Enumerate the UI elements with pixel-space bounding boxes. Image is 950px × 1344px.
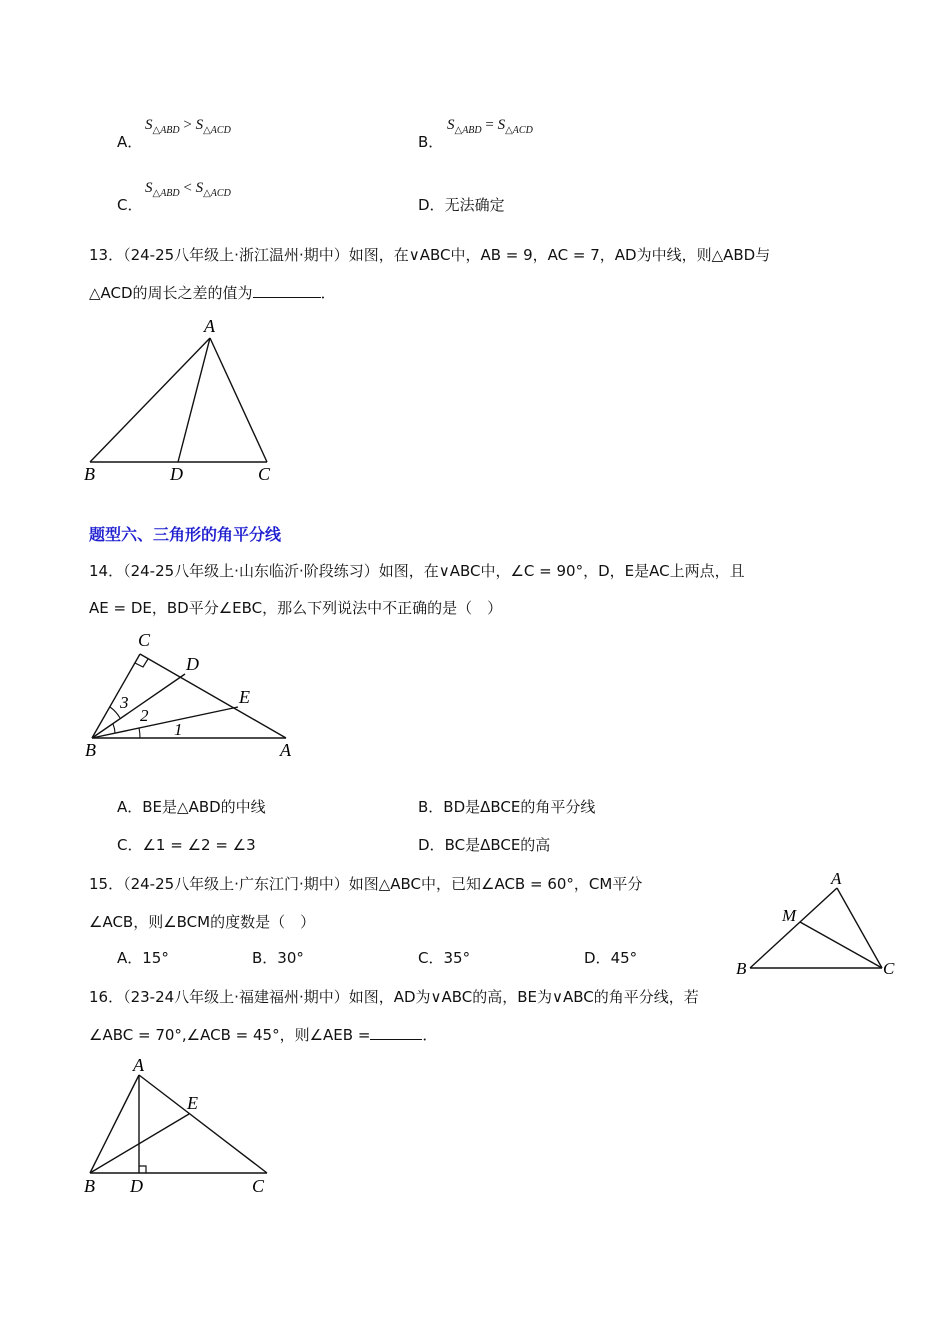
q14-option-b[interactable] — [418, 796, 595, 817]
option-letter: C． — [117, 836, 143, 854]
q14-stem-cont: AE = DE，BD平分∠EBC，那么下列说法中不正确的是（ ） — [89, 599, 503, 617]
q13-source: （24-25八年级上·浙江温州·期中） — [123, 246, 349, 264]
side-ca — [140, 654, 286, 738]
q14-line1 — [89, 560, 745, 581]
label-b: B — [736, 959, 747, 978]
label-d: D — [186, 654, 199, 674]
q14-line2 — [89, 597, 502, 618]
q14-option-a[interactable] — [117, 796, 266, 817]
label-a: A — [280, 740, 291, 760]
answer-blank[interactable] — [253, 283, 321, 298]
q15-option-a[interactable] — [117, 947, 169, 968]
section-heading: 题型六、三角形的角平分线 — [89, 525, 282, 544]
label-b: B — [84, 464, 95, 484]
option-text: 45° — [610, 949, 638, 967]
q13-line2 — [89, 282, 336, 303]
q16-source: （23-24八年级上·福建福州·期中） — [123, 988, 349, 1006]
q14-number: 14． — [89, 562, 124, 580]
label-e: E — [239, 687, 250, 707]
option-letter: C． — [418, 949, 444, 967]
q16-stem-cont: ∠ABC = 70°,∠ACB = 45°，则∠AEB = — [89, 1026, 371, 1044]
option-letter: D． — [418, 196, 445, 214]
angle-3-label: 3 — [120, 693, 129, 712]
label-m: M — [782, 906, 797, 925]
q14-triangle-figure — [82, 628, 302, 764]
option-letter: A． — [117, 798, 143, 816]
q12-option-b-expr: $S_{\triangle ABD} = S_{\triangle ACD}$ — [447, 117, 533, 136]
label-a: A — [204, 316, 215, 336]
option-text: 30° — [277, 949, 304, 967]
q12-option-a[interactable] — [117, 131, 142, 152]
q12-option-c[interactable] — [117, 194, 142, 215]
label-c: C — [252, 1176, 265, 1196]
label-d: D — [170, 464, 183, 484]
q16-triangle-figure — [80, 1054, 280, 1199]
q16-number: 16． — [89, 988, 124, 1006]
label-d: D — [130, 1176, 143, 1196]
answer-blank[interactable] — [370, 1025, 422, 1040]
side-bc — [92, 654, 140, 738]
option-text: 35° — [443, 949, 471, 967]
option-text: BE是△ABD的中线 — [142, 798, 266, 816]
side-ab — [750, 888, 837, 968]
q14-source: （24-25八年级上·山东临沂·阶段练习） — [123, 562, 379, 580]
option-letter: A． — [117, 949, 143, 967]
right-angle-mark — [139, 1166, 146, 1173]
q13-triangle-figure — [80, 312, 290, 487]
option-letter: A． — [117, 133, 143, 151]
label-a: A — [831, 869, 842, 888]
q12-option-d[interactable] — [418, 194, 505, 215]
option-letter: D． — [418, 836, 445, 854]
q15-stem-cont: ∠ACB，则∠BCM的度数是（ ） — [89, 913, 316, 931]
angle-2-label: 2 — [140, 706, 149, 725]
label-a: A — [133, 1055, 144, 1075]
option-letter: B． — [418, 133, 444, 151]
q12-option-a-expr: $S_{\triangle ABD} > S_{\triangle ACD}$ — [145, 117, 231, 136]
angle-2-arc — [113, 724, 115, 733]
angle-1-label: 1 — [174, 720, 183, 739]
label-b: B — [85, 740, 96, 760]
q16-line2 — [89, 1024, 437, 1045]
option-letter: B． — [418, 798, 444, 816]
q13-line1 — [89, 244, 770, 265]
label-b: B — [84, 1176, 95, 1196]
side-ab — [90, 338, 210, 462]
q15-option-b[interactable] — [252, 947, 304, 968]
q13-stem-cont: △ACD的周长之差的值为 — [89, 284, 253, 302]
q14-option-c[interactable] — [117, 834, 256, 855]
q16-line1 — [89, 986, 699, 1007]
option-letter: D． — [584, 949, 611, 967]
q12-option-b[interactable] — [418, 131, 443, 152]
q14-option-d[interactable] — [418, 834, 550, 855]
q16-end: ． — [422, 1026, 438, 1044]
q15-option-d[interactable] — [584, 947, 637, 968]
median-ad — [178, 338, 210, 462]
angle-1-arc — [139, 728, 140, 738]
option-letter: B． — [252, 949, 278, 967]
side-ac — [210, 338, 267, 462]
option-text: BC是ΔBCE的高 — [444, 836, 551, 854]
option-text: BD是ΔBCE的角平分线 — [443, 798, 596, 816]
side-ac — [139, 1075, 267, 1173]
q12-option-c-expr: $S_{\triangle ABD} < S_{\triangle ACD}$ — [145, 180, 231, 199]
q15-triangle-figure — [732, 866, 902, 981]
label-e: E — [187, 1093, 198, 1113]
option-text: ∠1 = ∠2 = ∠3 — [142, 836, 256, 854]
label-c: C — [883, 959, 895, 978]
label-c: C — [138, 630, 151, 650]
angle-3-arc — [110, 707, 120, 718]
q15-stem: 如图△ABC中，已知∠ACB = 60°，CM平分 — [348, 875, 643, 893]
q15-option-c[interactable] — [418, 947, 470, 968]
option-text: 无法确定 — [444, 196, 505, 214]
q15-number: 15． — [89, 875, 124, 893]
q15-source: （24-25八年级上·广东江门·期中） — [123, 875, 349, 893]
option-text: 15° — [142, 949, 169, 967]
q15-line2 — [89, 911, 315, 932]
q15-line1 — [89, 873, 642, 894]
q14-stem: 如图，在∨ABC中，∠C = 90°，D，E是AC上两点，且 — [378, 562, 745, 580]
q16-stem: 如图，AD为∨ABC的高，BE为∨ABC的角平分线，若 — [348, 988, 699, 1006]
q13-end: ． — [320, 284, 336, 302]
q13-stem: 如图，在∨ABC中，AB = 9，AC = 7，AD为中线，则△ABD与 — [348, 246, 771, 264]
option-letter: C． — [117, 196, 143, 214]
label-c: C — [258, 464, 271, 484]
q13-number: 13． — [89, 246, 124, 264]
